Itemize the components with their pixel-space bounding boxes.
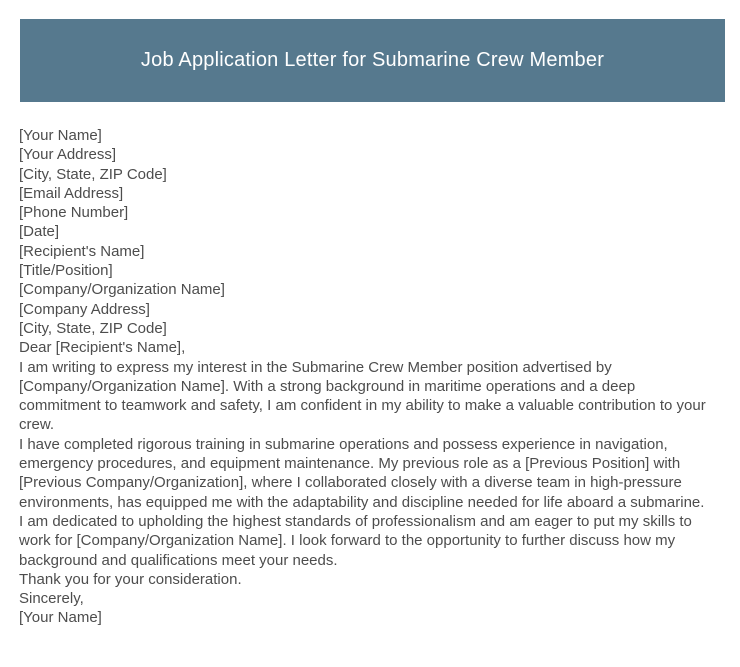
salutation-line: Dear [Recipient's Name], (19, 339, 186, 357)
closing-line: Thank you for your consideration. (19, 570, 242, 588)
title-banner (20, 19, 725, 102)
sender-line: [City, State, ZIP Code] (19, 165, 167, 183)
page-title: Job Application Letter for Submarine Crew Member (140, 49, 605, 71)
sender-line: [Your Name] (19, 127, 102, 144)
letter-body (19, 126, 709, 628)
body-paragraph: I have completed rigorous training in submarine operations and possess experience in navigation, emergency procedures, and equipment maintenance. My previous role as a [Previous Position] with [Previous Company/Organization], where I collaborated closely with a diverse team in high-pressure environments, has equipped me with the adaptability and discipline needed for life aboard a submarine. (19, 435, 705, 511)
body-paragraph: I am writing to express my interest in the Submarine Crew Member position advertised by [Company/Organization Name]. With a strong background in maritime operations and a deep commitment to teamwork and safety, I am confident in my ability to make a valuable contribution to your crew. (19, 358, 706, 434)
closing-line: Sincerely, (19, 590, 84, 608)
body-paragraph: I am dedicated to upholding the highest standards of professionalism and am eager to put my skills to work for [Company/Organization Name]. I look forward to the opportunity to further discuss how my background and qualifications meet your needs. (19, 512, 692, 569)
sender-line: [Email Address] (19, 184, 124, 202)
sender-line: [Phone Number] (19, 204, 129, 222)
closing-line: [Your Name] (19, 609, 102, 627)
sender-line: [Your Address] (19, 146, 117, 164)
sender-line: [Date] (19, 223, 60, 241)
recipient-line: [Company/Organization Name] (19, 281, 225, 299)
recipient-line: [Recipient's Name] (19, 242, 145, 260)
recipient-line: [City, State, ZIP Code] (19, 319, 167, 337)
recipient-line: [Company Address] (19, 300, 150, 318)
recipient-line: [Title/Position] (19, 262, 113, 280)
